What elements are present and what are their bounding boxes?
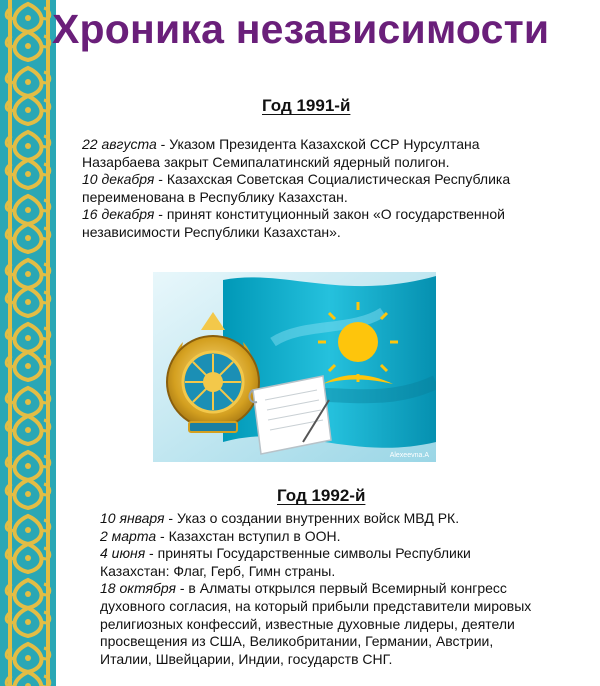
event-date: 10 декабря bbox=[82, 171, 155, 188]
event-item bbox=[82, 206, 542, 241]
events-list-1992 bbox=[100, 510, 540, 668]
image-watermark: Alexeevna.A bbox=[389, 452, 429, 459]
event-item bbox=[100, 545, 540, 580]
event-text: - Указ о создании внутренних войск МВД РК. bbox=[164, 510, 460, 526]
year-heading-1992: Год 1992-й bbox=[277, 486, 366, 505]
event-item bbox=[82, 136, 542, 171]
event-text: - Казахстан вступил в ООН. bbox=[156, 527, 341, 544]
event-date: 4 июня bbox=[100, 545, 146, 562]
event-item bbox=[100, 510, 540, 528]
event-date: 10 января bbox=[100, 510, 165, 526]
event-date: 22 августа bbox=[82, 136, 157, 152]
event-item bbox=[82, 171, 542, 206]
year-heading-1991: Год 1991-й bbox=[262, 96, 351, 115]
event-item bbox=[100, 580, 540, 668]
ornament-border bbox=[0, 0, 56, 686]
event-date: 18 октября bbox=[100, 580, 176, 597]
event-date: 16 декабря bbox=[82, 206, 155, 223]
event-text: - принят конституционный закон «О государственной независимости Республики Казахстан». bbox=[82, 206, 505, 240]
event-text: - Казахская Советская Социалистическая Республика переименована в Республику Казахстан. bbox=[82, 171, 511, 205]
events-list-1991 bbox=[82, 136, 542, 242]
event-text: - Указом Президента Казахской ССР Нурсултана Назарбаева закрыт Семипалатинский ядерный полигон. bbox=[82, 136, 480, 170]
event-text: - в Алматы открылся первый Всемирный конгресс духовного согласия, на который прибыли представители мировых религиозных конфессий, известные духовные лидеры, деятели просвещения из США, Великобритании, Германии, Австрии, Италии, Швейцарии, Индии, государств СНГ. bbox=[100, 580, 532, 667]
event-text: - приняты Государственные символы Республики Казахстан: Флаг, Герб, Гимн страны. bbox=[100, 545, 471, 579]
event-item bbox=[100, 528, 540, 546]
page-title: Хроника независимости bbox=[52, 6, 550, 52]
scroll-icon bbox=[250, 376, 331, 454]
independence-image bbox=[153, 272, 436, 462]
event-date: 2 марта bbox=[100, 527, 157, 544]
